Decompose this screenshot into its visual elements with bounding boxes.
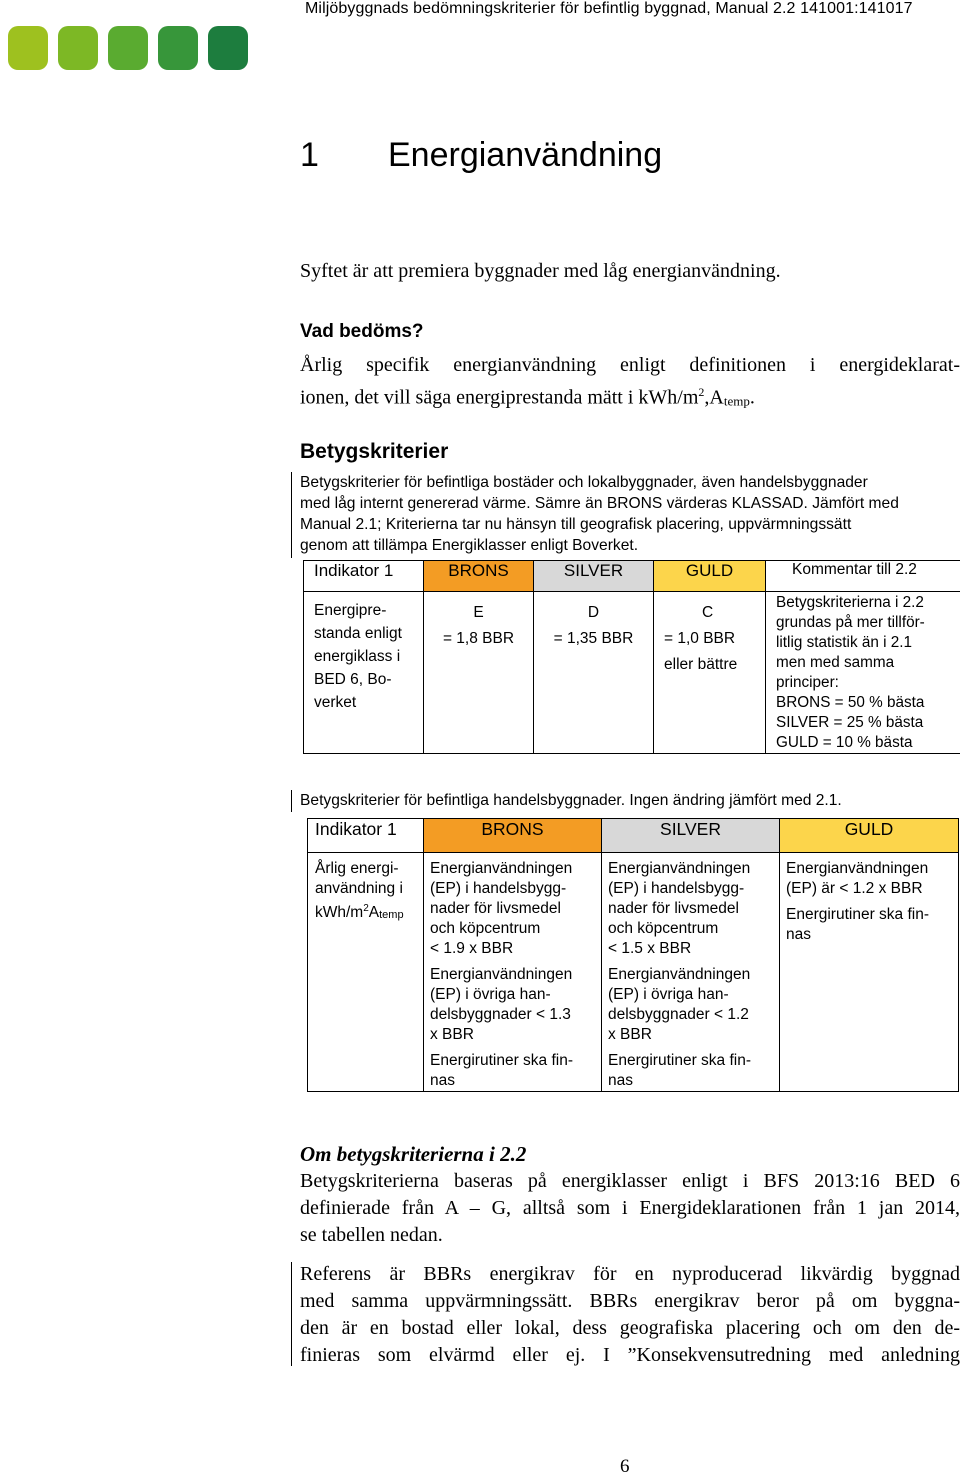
brons-para — [430, 965, 601, 1045]
brons-value: = 1,8 BBR — [424, 626, 533, 652]
table-1-header-silver: SILVER — [534, 561, 654, 592]
table-1-header-indicator: Indikator 1 — [304, 561, 424, 592]
silver-line: och köpcentrum — [608, 919, 779, 939]
brons-class: E — [424, 600, 533, 626]
silver-line: < 1.5 x BBR — [608, 939, 779, 959]
table-2-header-indicator: Indikator 1 — [308, 819, 424, 853]
brons-para — [430, 859, 601, 959]
purpose-text: Syftet är att premiera byggnader med låg energianvändning. — [300, 258, 781, 285]
about-line: finieras som elvärmd eller ej. I ”Konsekvensutredning med anledning — [300, 1342, 960, 1369]
indicator-line: användning i — [315, 879, 423, 899]
table-1-header-row — [304, 561, 960, 592]
assessed-text-a: ionen, det vill säga energiprestanda mätt i kWh/m — [300, 387, 698, 409]
criteria-line: genom att tillämpa Energiklasser enligt Boverket. — [300, 535, 960, 556]
brons-line: < 1.9 x BBR — [430, 939, 601, 959]
silver-line: x BBR — [608, 1025, 779, 1045]
table-1-indicator-cell — [304, 592, 424, 754]
logo-block-5 — [208, 26, 248, 70]
silver-line: Energianvändningen — [608, 965, 779, 985]
table-2-header-row — [308, 819, 959, 853]
about-line: den är en bostad eller lokal, dess geografiska placering och om den de- — [300, 1315, 960, 1342]
assessed-heading: Vad bedöms? — [300, 321, 424, 343]
guld-line: (EP) är < 1.2 x BBR — [786, 879, 958, 899]
silver-value: = 1,35 BBR — [534, 626, 653, 652]
table-1-row — [304, 592, 960, 754]
comment-line: principer: — [776, 673, 960, 693]
table-1-guld-cell — [654, 592, 766, 754]
about-paragraph-1 — [300, 1168, 960, 1249]
indicator-line: energiklass i — [314, 645, 423, 668]
silver-line: nader för livsmedel — [608, 899, 779, 919]
about-line: Betygskriterierna baseras på energiklasser enligt i BFS 2013:16 BED 6 — [300, 1168, 960, 1195]
indicator-line: BED 6, Bo- — [314, 668, 423, 691]
criteria-paragraph-1 — [300, 472, 960, 556]
brons-line: Energianvändningen — [430, 859, 601, 879]
table-2-silver-cell — [602, 853, 780, 1092]
table-1-header-guld: GULD — [654, 561, 766, 592]
miljobyggnad-logo — [8, 26, 248, 70]
silver-line: delsbyggnader < 1.2 — [608, 1005, 779, 1025]
guld-line: Energianvändningen — [786, 859, 958, 879]
table-2-brons-cell — [424, 853, 602, 1092]
section-number: 1 — [300, 136, 388, 175]
table-1-header-comment: Kommentar till 2.2 — [766, 561, 960, 592]
silver-para — [608, 859, 779, 959]
indicator-line — [315, 899, 423, 925]
comment-line: BRONS = 50 % bästa — [776, 693, 960, 713]
brons-line: (EP) i övriga han- — [430, 985, 601, 1005]
criteria-heading: Betygskriterier — [300, 440, 448, 464]
indicator-line: verket — [314, 691, 423, 714]
table-1-header-brons: BRONS — [424, 561, 534, 592]
guld-para — [786, 859, 958, 899]
guld-extra: eller bättre — [664, 652, 765, 678]
brons-para — [430, 1051, 601, 1091]
silver-line: Energianvändningen — [608, 859, 779, 879]
logo-block-1 — [8, 26, 48, 70]
logo-block-4 — [158, 26, 198, 70]
assessed-line-2 — [300, 379, 755, 415]
running-header: Miljöbyggnads bedömningskriterier för befintlig byggnad, Manual 2.2 141001:141017 — [305, 0, 913, 18]
page-number: 6 — [620, 1456, 630, 1478]
table-1-comment-cell — [766, 592, 960, 754]
silver-line: Energirutiner ska fin- — [608, 1051, 779, 1071]
guld-line: nas — [786, 925, 958, 945]
comment-line: litlig statistik än i 2.1 — [776, 633, 960, 653]
guld-value: = 1,0 BBR — [664, 626, 765, 652]
about-heading: Om betygskriterierna i 2.2 — [300, 1142, 526, 1167]
about-line: se tabellen nedan. — [300, 1222, 960, 1249]
assessed-line-1: Årlig specifik energianvändning enligt definitionen i energideklarat- — [300, 352, 960, 379]
table-2-indicator-cell — [308, 853, 424, 1092]
about-line: definierade från A – G, alltså som i Energideklarationen från 1 jan 2014, — [300, 1195, 960, 1222]
silver-class: D — [534, 600, 653, 626]
logo-block-3 — [108, 26, 148, 70]
table-2-header-silver: SILVER — [602, 819, 780, 853]
silver-line: nas — [608, 1071, 779, 1091]
table-2-row — [308, 853, 959, 1092]
assessed-text-b: ,A — [704, 387, 723, 409]
guld-class: C — [664, 600, 765, 626]
table-1-brons-cell — [424, 592, 534, 754]
brons-line: Energianvändningen — [430, 965, 601, 985]
logo-block-2 — [58, 26, 98, 70]
indicator-sup: 2 — [363, 903, 369, 914]
brons-line: (EP) i handelsbygg- — [430, 879, 601, 899]
comment-line: grundas på mer tillför- — [776, 613, 960, 633]
criteria-table-2 — [307, 818, 959, 1092]
guld-para — [786, 905, 958, 945]
criteria-paragraph-2: Betygskriterier för befintliga handelsbyggnader. Ingen ändring jämfört med 2.1. — [300, 790, 842, 811]
about-line: Referens är BBRs energikrav för en nyproducerad likvärdig byggnad — [300, 1261, 960, 1288]
brons-line: nader för livsmedel — [430, 899, 601, 919]
indicator-line: standa enligt — [314, 622, 423, 645]
assessed-sub: temp — [724, 394, 750, 409]
indicator-line: Årlig energi- — [315, 859, 423, 879]
brons-line: nas — [430, 1071, 601, 1091]
assessed-sup: 2 — [698, 385, 704, 399]
comment-line: men med samma — [776, 653, 960, 673]
indicator-line: Energipre- — [314, 599, 423, 622]
criteria-line: Manual 2.1; Kriterierna tar nu hänsyn till geografisk placering, uppvärmningssätt — [300, 514, 960, 535]
silver-para — [608, 965, 779, 1045]
criteria-line: Betygskriterier för befintliga bostäder och lokalbyggnader, även handelsbyggnader — [300, 472, 960, 493]
brons-line: x BBR — [430, 1025, 601, 1045]
indicator-unit-a: kWh/m — [315, 904, 363, 921]
change-bar — [291, 790, 292, 812]
indicator-unit-b: A — [369, 904, 379, 921]
table-2-header-brons: BRONS — [424, 819, 602, 853]
table-1-silver-cell — [534, 592, 654, 754]
change-bar — [291, 472, 292, 558]
assessed-end: . — [750, 387, 755, 409]
section-heading — [300, 136, 662, 175]
indicator-sub: temp — [379, 909, 403, 921]
silver-line: (EP) i övriga han- — [608, 985, 779, 1005]
criteria-line: med låg internt genererad värme. Sämre än BRONS värderas KLASSAD. Jämfört med — [300, 493, 960, 514]
brons-line: och köpcentrum — [430, 919, 601, 939]
table-2-guld-cell — [780, 853, 959, 1092]
brons-line: Energirutiner ska fin- — [430, 1051, 601, 1071]
silver-line: (EP) i handelsbygg- — [608, 879, 779, 899]
change-bar — [291, 1262, 292, 1366]
comment-line: Betygskriterierna i 2.2 — [776, 593, 960, 613]
about-line: med samma uppvärmningssätt. BBRs energikrav beror på om byggna- — [300, 1288, 960, 1315]
table-2-header-guld: GULD — [780, 819, 959, 853]
section-title: Energianvändning — [388, 136, 662, 174]
comment-line: GULD = 10 % bästa — [776, 733, 960, 753]
comment-line: SILVER = 25 % bästa — [776, 713, 960, 733]
criteria-table-1 — [303, 560, 960, 754]
guld-line: Energirutiner ska fin- — [786, 905, 958, 925]
about-paragraph-2 — [300, 1261, 960, 1369]
brons-line: delsbyggnader < 1.3 — [430, 1005, 601, 1025]
silver-para — [608, 1051, 779, 1091]
